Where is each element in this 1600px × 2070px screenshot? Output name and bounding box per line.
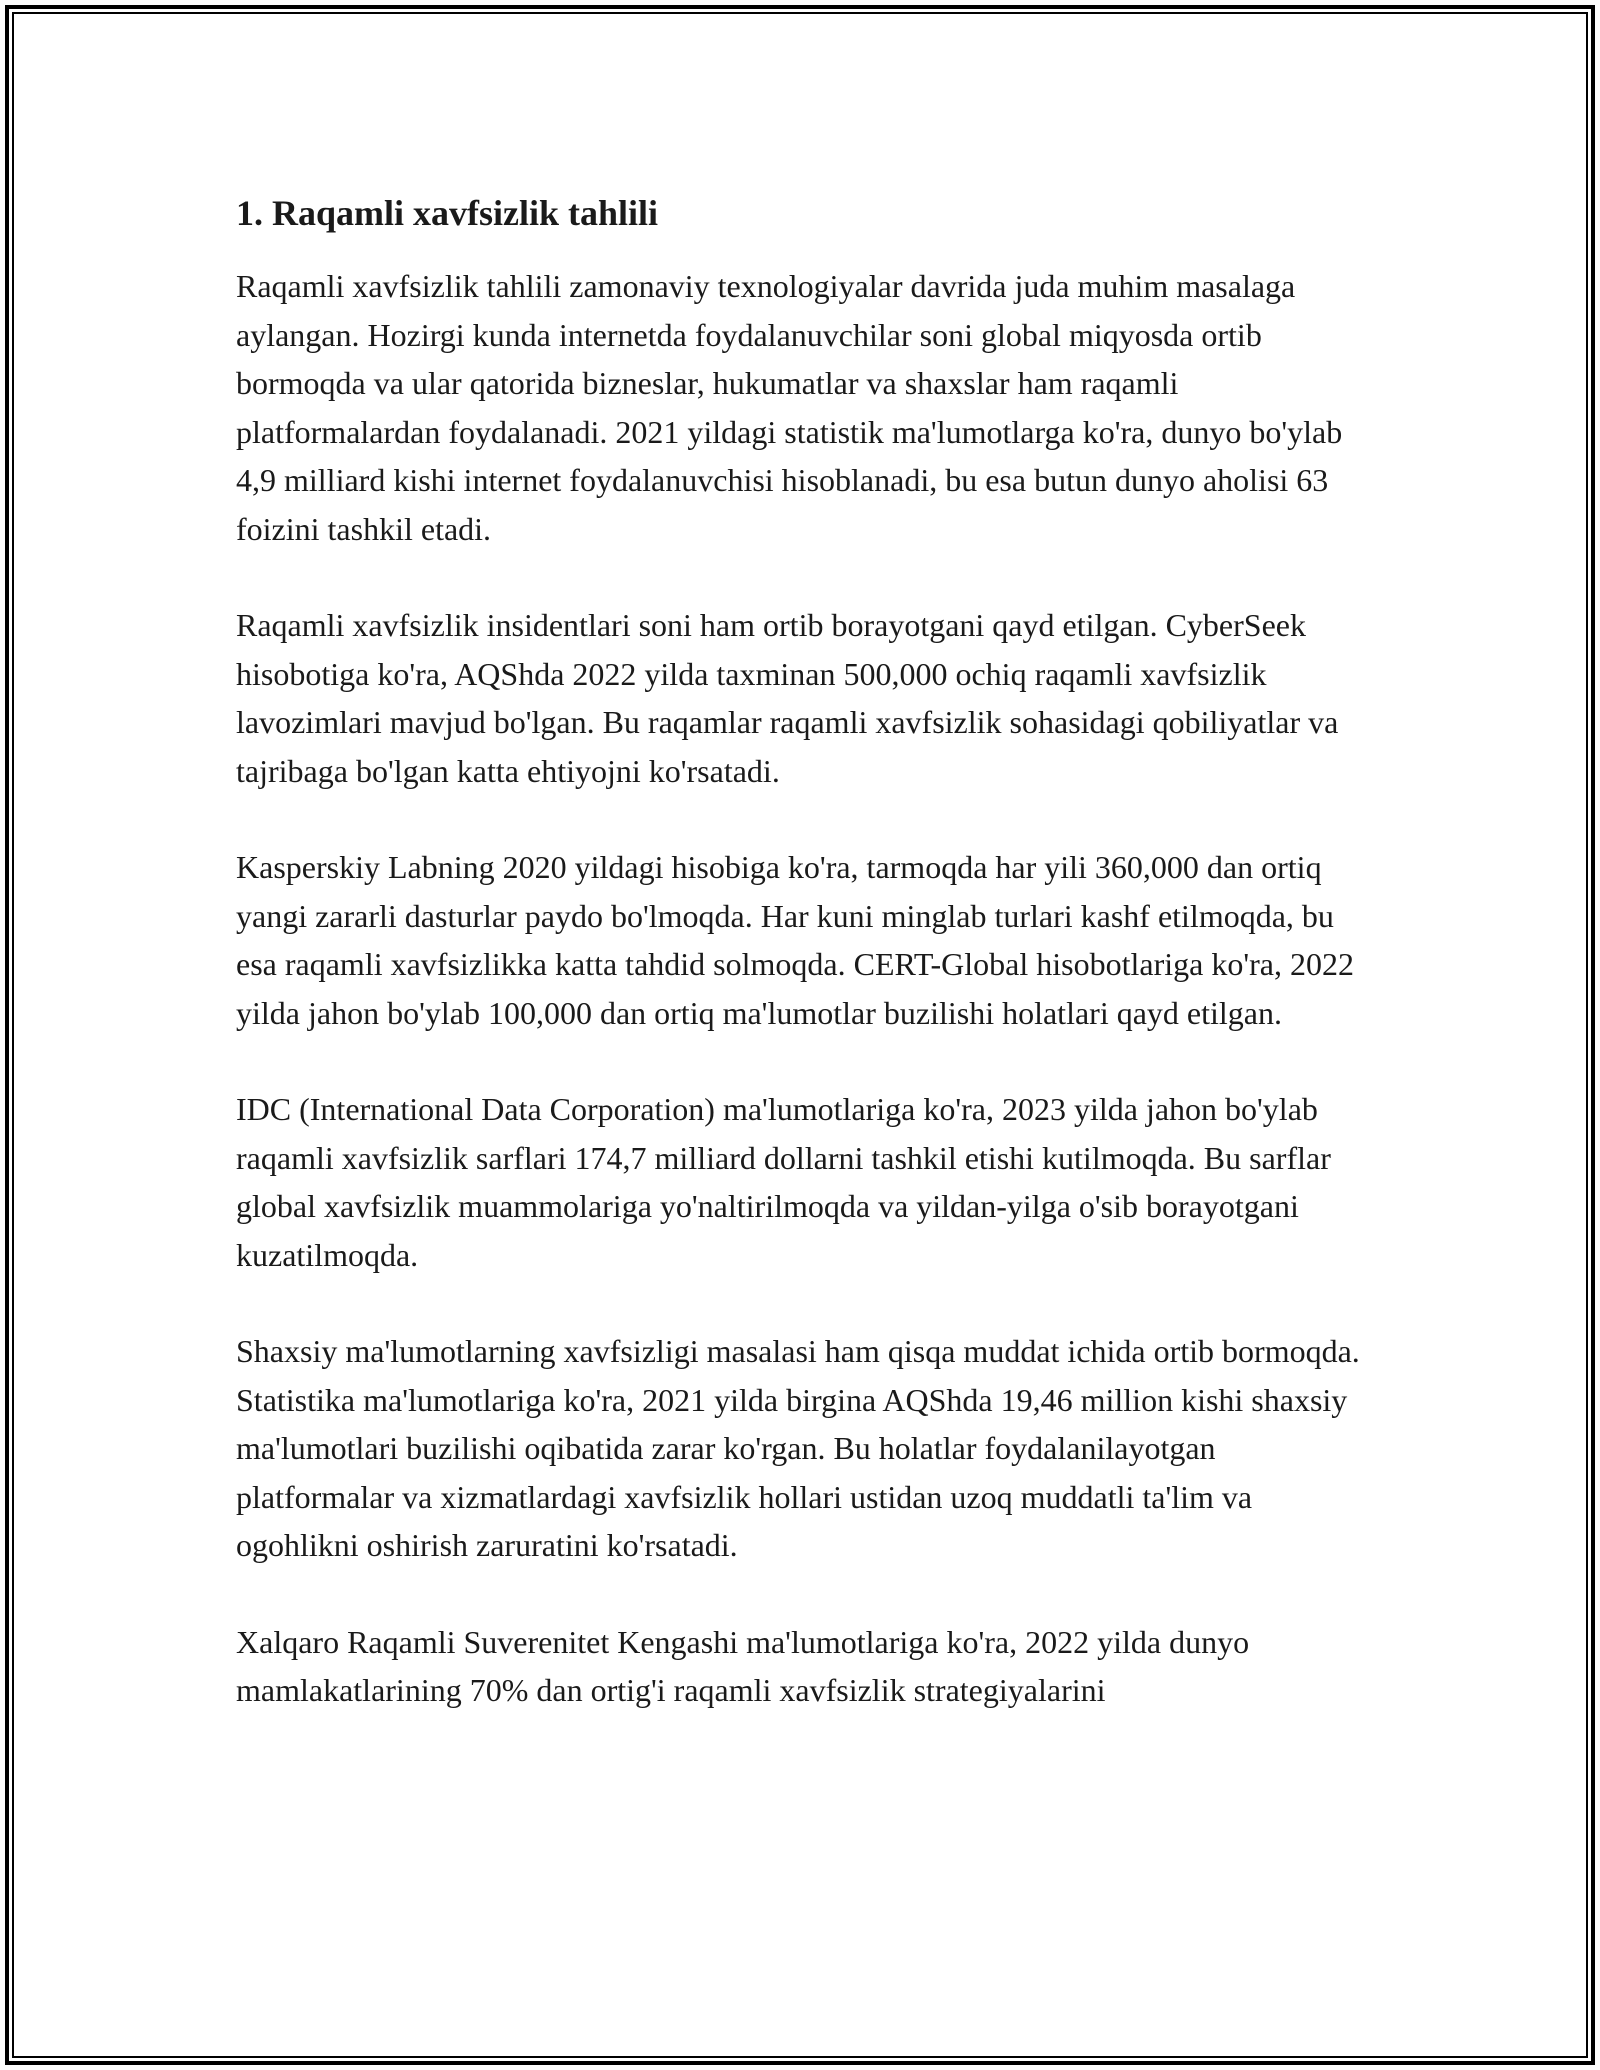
paragraph-5: Shaxsiy ma'lumotlarning xavfsizligi masalasi ham qisqa muddat ichida ortib bormoqda. Statistika ma'lumotlariga ko'ra, 2021 yilda birgina AQShda 19,46 million kishi shaxsiy ma'lumotlari buzilishi oqibatida zarar ko'rgan. Bu holatlar foydalanilayotgan platformalar va xizmatlardagi xavfsizlik hollari ustidan uzoq muddatli ta'lim va ogohlikni oshirish zaruratini ko'rsatadi. <box>236 1333 1360 1563</box>
paragraph-3: Kasperskiy Labning 2020 yildagi hisobiga ko'ra, tarmoqda har yili 360,000 dan ortiq yangi zararli dasturlar paydo bo'lmoqda. Har kuni minglab turlari kashf etilmoqda, bu esa raqamli xavfsizlikka katta tahdid solmoqda. CERT-Global hisobotlariga ko'ra, 2022 yilda jahon bo'ylab 100,000 dan ortiq ma'lumotlar buzilishi holatlari qayd etilgan. <box>236 849 1354 1031</box>
section-heading: 1. Raqamli xavfsizlik tahlili <box>236 193 659 233</box>
paragraph-1: Raqamli xavfsizlik tahlili zamonaviy texnologiyalar davrida juda muhim masalaga aylangan. Hozirgi kunda internetda foydalanuvchilar soni global miqyosda ortib bormoqda va ular qatorida bizneslar, hukumatlar va shaxslar ham raqamli platformalardan foydalanadi. 2021 yildagi statistik ma'lumotlarga ko'ra, dunyo bo'ylab 4,9 milliard kishi internet foydalanuvchisi hisoblanadi, bu esa butun dunyo aholisi 63 foizini tashkil etadi. <box>236 268 1343 547</box>
paragraph-6: Xalqaro Raqamli Suverenitet Kengashi ma'lumotlariga ko'ra, 2022 yilda dunyo mamlakatlarining 70% dan ortig'i raqamli xavfsizlik strategiyalarini <box>236 1623 1250 1708</box>
document-body <box>236 186 1366 1715</box>
paragraph-2: Raqamli xavfsizlik insidentlari soni ham ortib borayotgani qayd etilgan. CyberSeek hisobotiga ko'ra, AQShda 2022 yilda taxminan 500,000 ochiq raqamli xavfsizlik lavozimlari mavjud bo'lgan. Bu raqamlar raqamli xavfsizlik sohasidagi qobiliyatlar va tajribaga bo'lgan katta ehtiyojni ko'rsatadi. <box>236 607 1339 789</box>
paragraph-4: IDC (International Data Corporation) ma'lumotlariga ko'ra, 2023 yilda jahon bo'ylab raqamli xavfsizlik sarflari 174,7 milliard dollarni tashkil etishi kutilmoqda. Bu sarflar global xavfsizlik muammolariga yo'naltirilmoqda va yildan-yilga o'sib borayotgani kuzatilmoqda. <box>236 1091 1331 1273</box>
